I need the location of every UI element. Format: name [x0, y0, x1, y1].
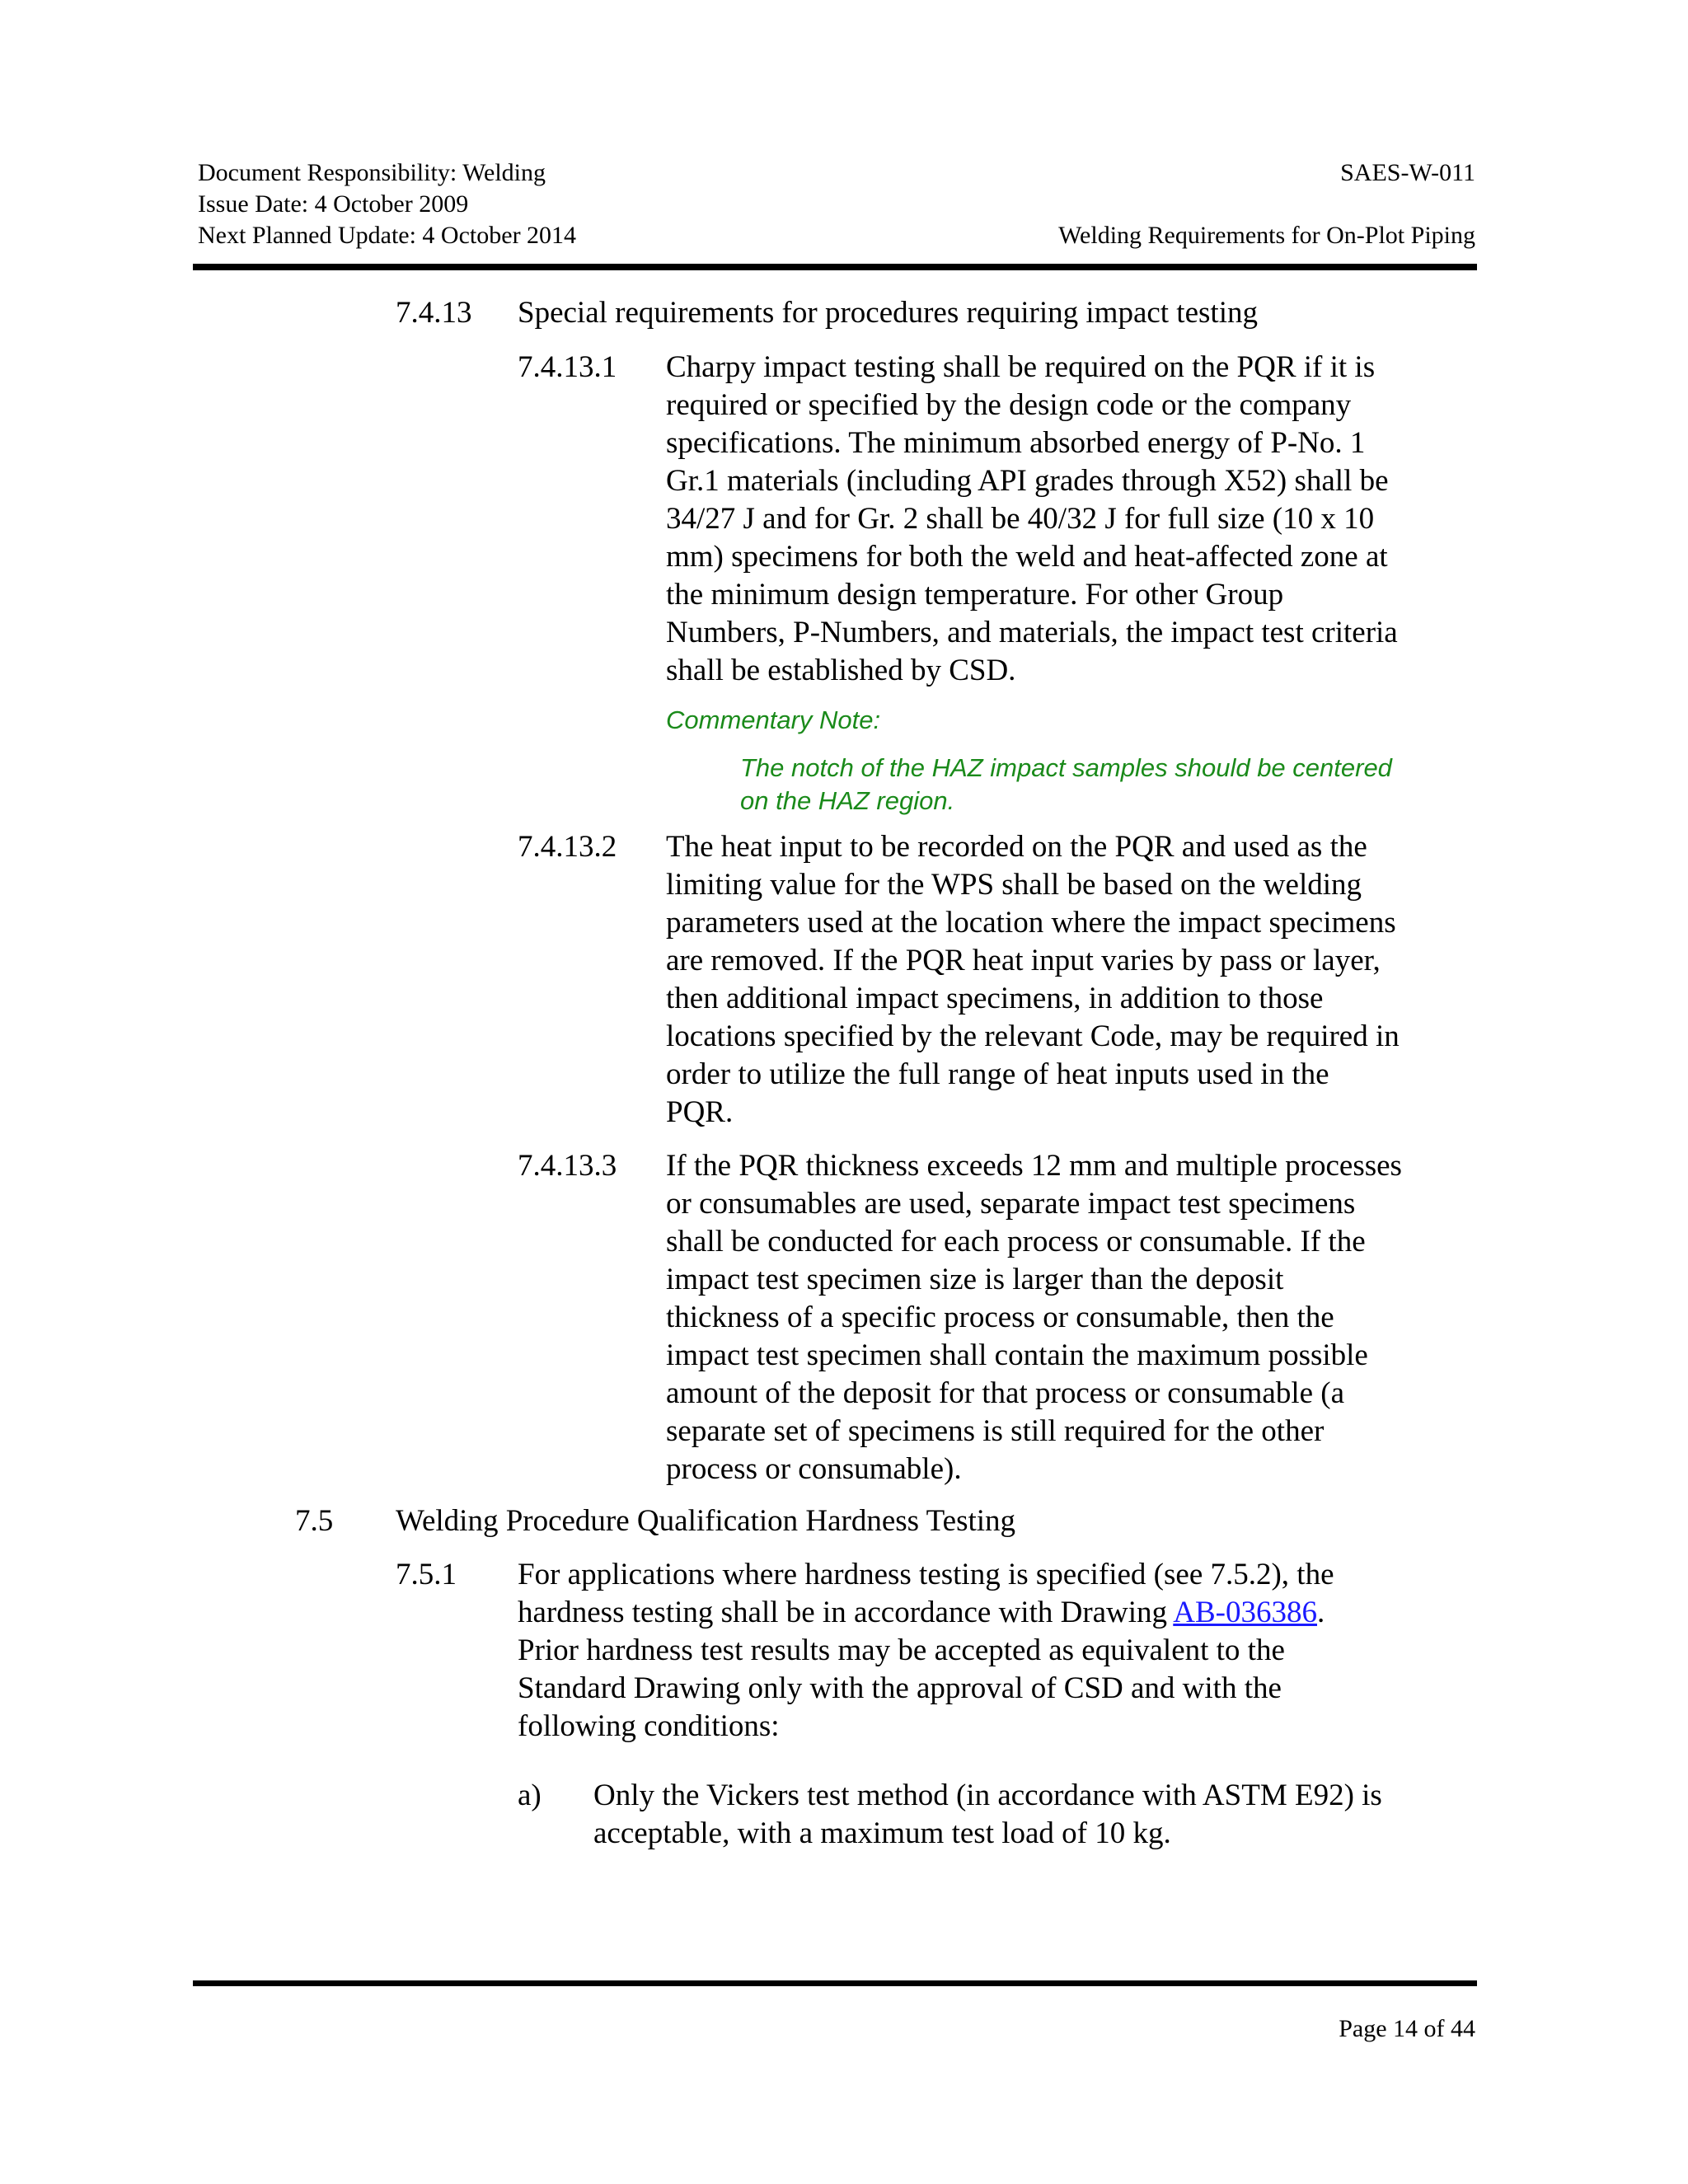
paragraph-line: shall be established by CSD. [666, 654, 1016, 687]
paragraph-line: If the PQR thickness exceeds 12 mm and multiple processes [666, 1149, 1402, 1183]
header-responsibility: Document Responsibility: Welding [198, 159, 546, 186]
paragraph-line: Numbers, P-Numbers, and materials, the impact test criteria [666, 616, 1398, 649]
paragraph-line: parameters used at the location where the impact specimens [666, 906, 1396, 940]
paragraph-line: Prior hardness test results may be accepted as equivalent to the [518, 1633, 1285, 1667]
paragraph-line: Charpy impact testing shall be required on the PQR if it is [666, 350, 1376, 384]
paragraph-line: PQR. [666, 1095, 734, 1129]
paragraph-line: shall be conducted for each process or consumable. If the [666, 1225, 1366, 1258]
section-number: 7.4.13.2 [518, 830, 617, 864]
section-paragraph [666, 1147, 1402, 1488]
section-title: Welding Procedure Qualification Hardness Testing [396, 1504, 1016, 1538]
paragraph-line: process or consumable). [666, 1452, 962, 1486]
paragraph-line: the minimum design temperature. For other Group [666, 578, 1284, 612]
paragraph-line: amount of the deposit for that process or consumable (a [666, 1376, 1345, 1410]
paragraph-line: or consumables are used, separate impact test specimens [666, 1187, 1356, 1221]
commentary-line: on the HAZ region. [740, 786, 955, 815]
footer-rule [193, 1980, 1477, 1986]
paragraph-text: hardness testing shall be in accordance with Drawing [518, 1596, 1174, 1629]
paragraph-text: . [1317, 1596, 1325, 1629]
paragraph-line: order to utilize the full range of heat inputs used in the [666, 1057, 1329, 1091]
section-paragraph [666, 349, 1398, 690]
section-number: 7.4.13.3 [518, 1149, 617, 1183]
header-doc-title: Welding Requirements for On-Plot Piping [1058, 222, 1475, 249]
list-marker: a) [518, 1779, 542, 1812]
section-number: 7.4.13 [396, 296, 472, 330]
paragraph-line: following conditions: [518, 1709, 780, 1743]
paragraph-line: thickness of a specific process or consumable, then the [666, 1301, 1334, 1334]
paragraph-line: Gr.1 materials (including API grades through X52) shall be [666, 464, 1389, 498]
section-paragraph [666, 828, 1400, 1132]
paragraph-line: Standard Drawing only with the approval of CSD and with the [518, 1671, 1282, 1705]
header-next-update: Next Planned Update: 4 October 2014 [198, 222, 577, 249]
paragraph-line: For applications where hardness testing is specified (see 7.5.2), the [518, 1558, 1334, 1591]
commentary-label: Commentary Note: [666, 705, 881, 734]
paragraph-line: Only the Vickers test method (in accordance with ASTM E92) is [593, 1779, 1382, 1812]
section-title: Special requirements for procedures requiring impact testing [518, 296, 1258, 330]
paragraph-line: The heat input to be recorded on the PQR and used as the [666, 830, 1367, 864]
commentary-note [740, 752, 1392, 818]
paragraph-line: required or specified by the design code or the company [666, 388, 1352, 422]
paragraph-line: specifications. The minimum absorbed energy of P-No. 1 [666, 426, 1366, 460]
header-rule [193, 264, 1477, 270]
paragraph-line: limiting value for the WPS shall be based on the welding [666, 868, 1362, 902]
page-number: Page 14 of 44 [1339, 2015, 1475, 2042]
paragraph-line: separate set of specimens is still required for the other [666, 1414, 1325, 1448]
section-number: 7.5 [295, 1504, 334, 1538]
list-item-text [593, 1777, 1382, 1853]
header-issue-date: Issue Date: 4 October 2009 [198, 190, 469, 218]
paragraph-line: acceptable, with a maximum test load of 10 kg. [593, 1816, 1171, 1850]
drawing-link[interactable]: AB-036386 [1173, 1596, 1317, 1629]
paragraph-line: 34/27 J and for Gr. 2 shall be 40/32 J for full size (10 x 10 [666, 502, 1375, 536]
paragraph-line: mm) specimens for both the weld and heat-affected zone at [666, 540, 1388, 574]
paragraph-line [518, 1594, 1334, 1632]
paragraph-line: locations specified by the relevant Code, may be required in [666, 1019, 1400, 1053]
section-number: 7.4.13.1 [518, 350, 617, 384]
paragraph-line: are removed. If the PQR heat input varies by pass or layer, [666, 944, 1381, 977]
section-number: 7.5.1 [396, 1558, 457, 1591]
commentary-line: The notch of the HAZ impact samples should be centered [740, 753, 1392, 782]
header-doc-number: SAES-W-011 [1340, 159, 1475, 186]
paragraph-line: then additional impact specimens, in addition to those [666, 982, 1324, 1015]
paragraph-line: impact test specimen size is larger than the deposit [666, 1263, 1284, 1296]
paragraph-line: impact test specimen shall contain the maximum possible [666, 1338, 1368, 1372]
section-paragraph [518, 1556, 1334, 1746]
